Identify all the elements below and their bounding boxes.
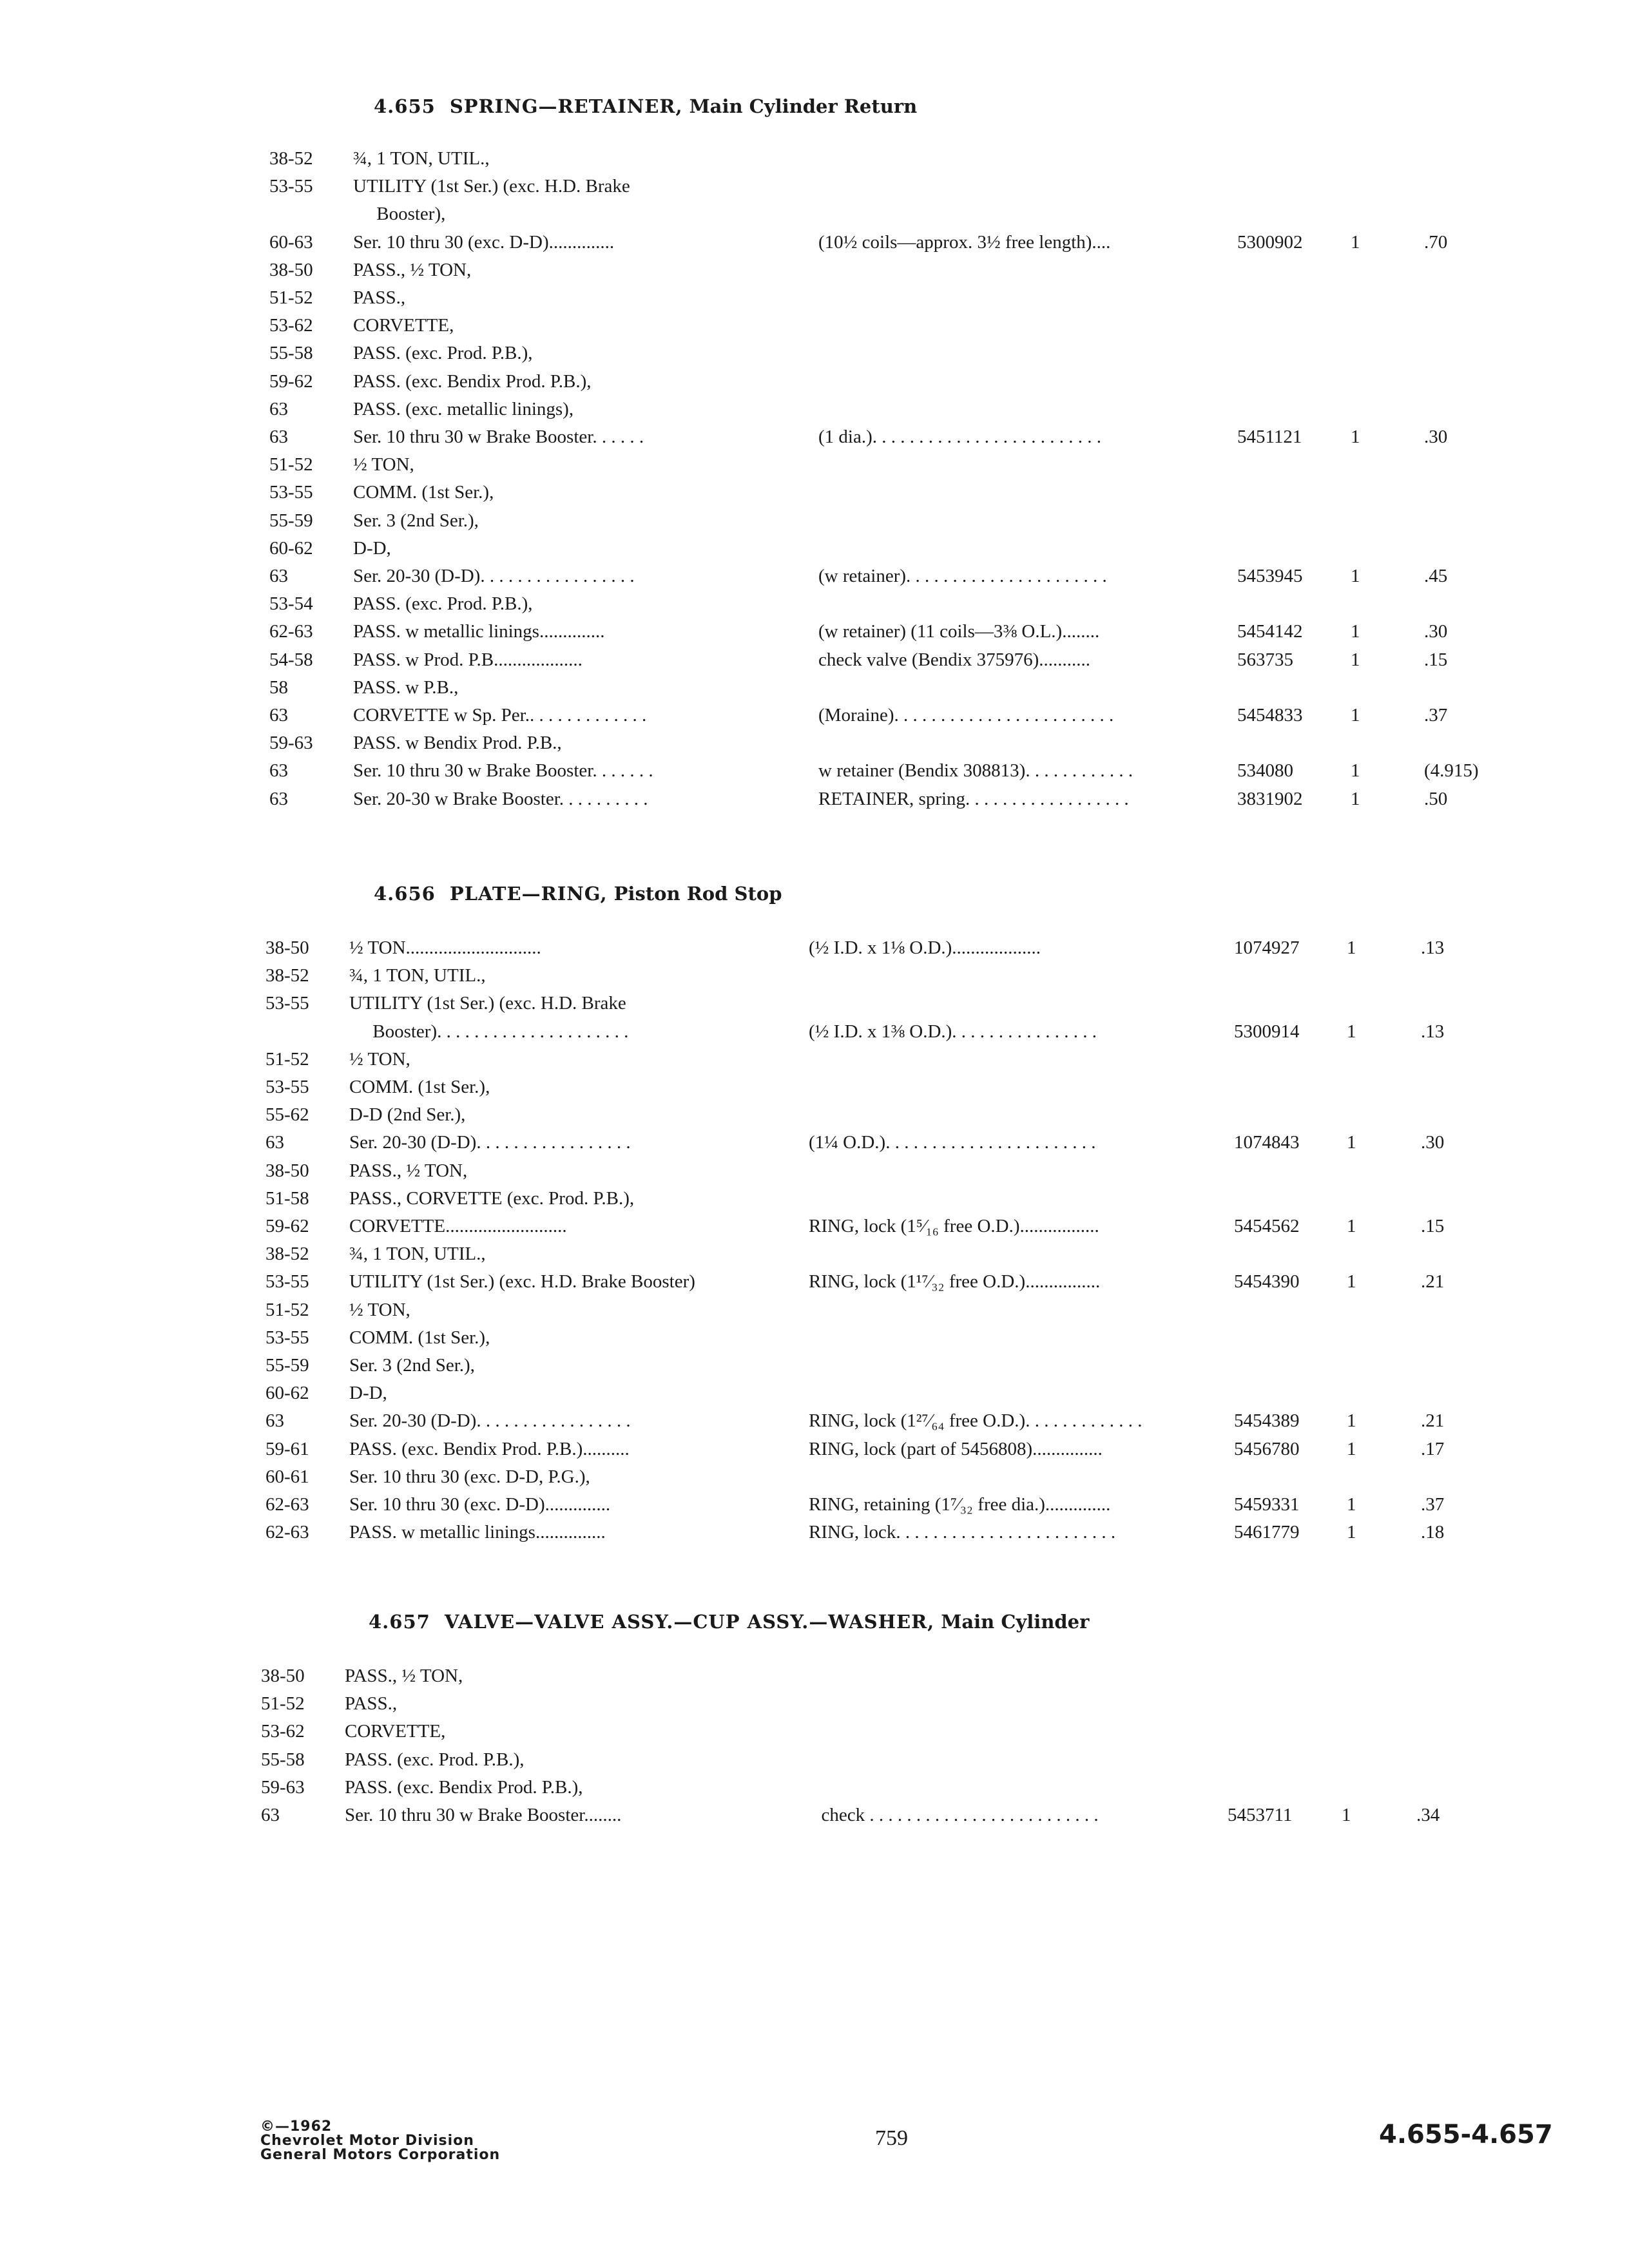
table-row: [269, 343, 1514, 370]
part-number: 5454389: [1234, 1410, 1300, 1432]
price: .30: [1424, 427, 1448, 447]
year-range: 62-63: [265, 1522, 309, 1543]
year-range: 51-58: [265, 1187, 309, 1209]
year-range: 53-54: [269, 593, 313, 615]
part-note: RING, lock (1¹⁷⁄₃₂ free O.D.)................: [809, 1271, 1101, 1293]
part-number: 5454390: [1234, 1271, 1300, 1293]
table-row: [269, 649, 1514, 677]
model-description: PASS. w metallic linings...............: [349, 1522, 606, 1543]
model-description: Ser. 10 thru 30 w Brake Booster. . . . . . .: [353, 760, 653, 782]
part-number: 5454833: [1237, 705, 1303, 726]
model-description: ¾, 1 TON, UTIL.,: [349, 965, 486, 986]
table-row: [269, 427, 1514, 454]
quantity: 1: [1351, 760, 1360, 782]
table-row: [269, 287, 1514, 314]
year-range: 63: [269, 760, 288, 782]
table-row: [269, 204, 1514, 231]
section-subheading: Main Cylinder Return: [689, 95, 918, 117]
table-row: [269, 454, 1514, 481]
table-row: [265, 993, 1511, 1020]
model-description: PASS. (exc. Bendix Prod. P.B.),: [345, 1776, 583, 1798]
model-description: ½ TON,: [353, 454, 414, 476]
price: .21: [1421, 1410, 1445, 1432]
model-description: PASS.,: [353, 287, 406, 308]
price: .50: [1424, 788, 1448, 809]
year-range: 55-58: [261, 1749, 305, 1770]
model-description: COMM. (1st Ser.),: [349, 1077, 490, 1097]
section-title: [374, 883, 782, 905]
price: (4.915): [1424, 760, 1479, 782]
part-number: 5300914: [1234, 1021, 1300, 1042]
table-row: [269, 705, 1514, 732]
part-note: check valve (Bendix 375976)...........: [818, 649, 1091, 670]
year-range: 53-62: [269, 315, 313, 336]
quantity: 1: [1351, 705, 1360, 726]
model-description: Ser. 3 (2nd Ser.),: [349, 1355, 475, 1376]
part-number: 1074927: [1234, 937, 1300, 958]
model-description: PASS., ½ TON,: [345, 1666, 463, 1686]
year-range: 60-63: [269, 231, 313, 253]
model-description: Ser. 20-30 (D-D). . . . . . . . . . . . . . . . .: [353, 566, 635, 586]
year-range: 51-52: [265, 1299, 309, 1320]
part-note: RING, retaining (1⁷⁄₃₂ free dia.)..............: [809, 1494, 1111, 1515]
part-number: 5456780: [1234, 1438, 1300, 1459]
section-number: 4.657: [369, 1611, 430, 1633]
part-number: 5453945: [1237, 566, 1303, 586]
section-heading: SPRING—RETAINER,: [449, 95, 683, 117]
part-number: 5453711: [1228, 1805, 1293, 1825]
quantity: 1: [1342, 1805, 1351, 1825]
table-row: [265, 1271, 1511, 1298]
year-range: 59-62: [269, 370, 313, 392]
model-description: Ser. 20-30 w Brake Booster. . . . . . . . . .: [353, 788, 648, 809]
model-description: Ser. 3 (2nd Ser.),: [353, 510, 479, 531]
price: .13: [1421, 1021, 1445, 1042]
table-row: [269, 315, 1514, 342]
year-range: 55-59: [265, 1355, 309, 1376]
table-row: [265, 965, 1511, 992]
model-description: PASS. (exc. Bendix Prod. P.B.)..........: [349, 1438, 630, 1459]
table-row: [269, 510, 1514, 537]
quantity: 1: [1347, 1494, 1356, 1515]
table-row: [265, 1160, 1511, 1187]
quantity: 1: [1347, 1410, 1356, 1432]
model-description: UTILITY (1st Ser.) (exc. H.D. Brake: [349, 993, 626, 1014]
model-description: ½ TON.............................: [349, 937, 541, 958]
part-number: 563735: [1237, 649, 1293, 670]
year-range: 53-55: [265, 1077, 309, 1097]
section-number: 4.655: [374, 95, 436, 117]
year-range: 63: [269, 566, 288, 586]
model-description: PASS. (exc. Prod. P.B.),: [345, 1749, 525, 1770]
price: .30: [1421, 1132, 1445, 1153]
quantity: 1: [1351, 621, 1360, 642]
year-range: 38-52: [265, 965, 309, 986]
year-range: 63: [265, 1410, 284, 1432]
table-row: [261, 1749, 1507, 1776]
quantity: 1: [1351, 427, 1360, 447]
footer-corporation: General Motors Corporation: [260, 2147, 501, 2163]
quantity: 1: [1351, 788, 1360, 809]
section-subheading: Main Cylinder: [941, 1611, 1090, 1633]
year-range: 38-50: [265, 1160, 309, 1181]
table-row: [265, 1439, 1511, 1466]
part-note: RETAINER, spring. . . . . . . . . . . . . . . . . .: [818, 788, 1129, 809]
model-description: PASS. w Prod. P.B...................: [353, 649, 583, 670]
table-row: [269, 371, 1514, 398]
model-description: Ser. 20-30 (D-D). . . . . . . . . . . . . . . . .: [349, 1410, 631, 1432]
part-number: 5459331: [1234, 1494, 1300, 1515]
price: .30: [1424, 621, 1448, 642]
year-range: 59-63: [269, 733, 313, 754]
part-note: (Moraine). . . . . . . . . . . . . . . . . . . . . . . .: [818, 705, 1114, 726]
model-description: PASS. (exc. Prod. P.B.),: [353, 343, 533, 364]
table-row: [265, 1021, 1511, 1048]
part-note: (1¼ O.D.). . . . . . . . . . . . . . . . . . . . . . .: [809, 1132, 1096, 1153]
quantity: 1: [1347, 1216, 1356, 1236]
model-description: COMM. (1st Ser.),: [349, 1327, 490, 1348]
quantity: 1: [1347, 1021, 1356, 1042]
year-range: 53-55: [265, 1327, 309, 1348]
model-description: D-D,: [349, 1383, 387, 1404]
part-number: 5454142: [1237, 621, 1303, 642]
table-row: [261, 1805, 1507, 1832]
year-range: 63: [269, 788, 288, 809]
part-number: 3831902: [1237, 788, 1303, 809]
table-row: [269, 482, 1514, 509]
model-description: ½ TON,: [349, 1299, 410, 1320]
part-note: (½ I.D. x 1⅛ O.D.)...................: [809, 937, 1041, 958]
section-heading: PLATE—RING,: [449, 883, 608, 905]
model-description: UTILITY (1st Ser.) (exc. H.D. Brake: [353, 176, 630, 197]
table-row: [269, 621, 1514, 648]
table-row: [269, 593, 1514, 620]
table-row: [265, 1410, 1511, 1437]
model-description: PASS. (exc. Bendix Prod. P.B.),: [353, 370, 592, 392]
year-range: 63: [269, 427, 288, 447]
year-range: 59-63: [261, 1776, 305, 1798]
model-description: Booster),: [353, 204, 446, 225]
part-number: 534080: [1237, 760, 1293, 782]
table-row: [261, 1721, 1507, 1748]
table-row: [265, 1355, 1511, 1382]
part-number: 1074843: [1234, 1132, 1300, 1153]
year-range: 54-58: [269, 649, 313, 670]
price: .37: [1421, 1494, 1445, 1515]
table-row: [269, 733, 1514, 760]
table-row: [269, 399, 1514, 426]
table-row: [265, 1327, 1511, 1354]
table-row: [265, 1244, 1511, 1271]
quantity: 1: [1347, 1438, 1356, 1459]
model-description: COMM. (1st Ser.),: [353, 482, 494, 503]
part-number: 5461779: [1234, 1522, 1300, 1543]
table-row: [265, 1049, 1511, 1076]
part-note: (½ I.D. x 1⅜ O.D.). . . . . . . . . . . . . . . .: [809, 1021, 1097, 1042]
year-range: 51-52: [269, 454, 313, 476]
price: .21: [1421, 1271, 1445, 1293]
table-row: [265, 1522, 1511, 1549]
quantity: 1: [1351, 649, 1360, 670]
model-description: D-D,: [353, 537, 391, 559]
model-description: Ser. 10 thru 30 (exc. D-D)..............: [353, 231, 615, 253]
table-row: [269, 176, 1514, 203]
model-description: PASS. w P.B.,: [353, 677, 459, 698]
model-description: Ser. 20-30 (D-D). . . . . . . . . . . . . . . . .: [349, 1132, 631, 1153]
table-row: [265, 1383, 1511, 1410]
model-description: CORVETTE,: [345, 1721, 446, 1742]
section-number: 4.656: [374, 883, 436, 905]
year-range: 55-62: [265, 1104, 309, 1126]
table-row: [269, 148, 1514, 175]
year-range: 63: [265, 1132, 284, 1153]
model-description: PASS. (exc. Prod. P.B.),: [353, 593, 533, 615]
footer-copyright: ©—1962: [260, 2119, 333, 2135]
model-description: ¾, 1 TON, UTIL.,: [349, 1244, 486, 1265]
year-range: 38-50: [265, 937, 309, 958]
price: .17: [1421, 1438, 1445, 1459]
price: .13: [1421, 937, 1445, 958]
section-title: [369, 1611, 1089, 1633]
table-row: [269, 677, 1514, 704]
model-description: CORVETTE w Sp. Per.. . . . . . . . . . . . .: [353, 705, 647, 726]
model-description: CORVETTE..........................: [349, 1216, 567, 1236]
price: .34: [1416, 1805, 1440, 1825]
year-range: 63: [269, 705, 288, 726]
price: .15: [1424, 649, 1448, 670]
quantity: 1: [1347, 1522, 1356, 1543]
year-range: 59-62: [265, 1216, 309, 1236]
footer-credits: [260, 2120, 500, 2162]
year-range: 51-52: [261, 1693, 305, 1715]
table-row: [265, 1132, 1511, 1159]
year-range: 60-61: [265, 1466, 309, 1487]
year-range: 38-50: [269, 259, 313, 280]
section-heading: VALVE—VALVE ASSY.—CUP ASSY.—WASHER,: [444, 1611, 935, 1633]
table-row: [269, 538, 1514, 565]
footer-division: Chevrolet Motor Division: [260, 2133, 474, 2149]
part-number: 5300902: [1237, 231, 1303, 253]
year-range: 62-63: [265, 1494, 309, 1515]
year-range: 55-59: [269, 510, 313, 531]
table-row: [261, 1777, 1507, 1804]
year-range: 53-55: [265, 1271, 309, 1293]
model-description: PASS. w Bendix Prod. P.B.,: [353, 733, 562, 754]
model-description: Ser. 10 thru 30 w Brake Booster........: [345, 1805, 622, 1825]
model-description: Ser. 10 thru 30 w Brake Booster. . . . . .: [353, 427, 644, 447]
table-row: [269, 260, 1514, 287]
model-description: ¾, 1 TON, UTIL.,: [353, 148, 490, 169]
year-range: 58: [269, 677, 288, 698]
table-row: [265, 1466, 1511, 1494]
model-description: PASS. (exc. metallic linings),: [353, 398, 574, 419]
year-range: 62-63: [269, 621, 313, 642]
year-range: 53-55: [265, 993, 309, 1014]
year-range: 60-62: [265, 1383, 309, 1404]
table-row: [265, 1216, 1511, 1243]
model-description: PASS., ½ TON,: [353, 259, 472, 280]
model-description: CORVETTE,: [353, 315, 454, 336]
table-row: [261, 1666, 1507, 1693]
model-description: Booster). . . . . . . . . . . . . . . . . . . . .: [349, 1021, 629, 1042]
page-number: 759: [875, 2126, 908, 2150]
quantity: 1: [1351, 231, 1360, 253]
part-note: RING, lock. . . . . . . . . . . . . . . . . . . . . . . .: [809, 1522, 1116, 1543]
year-range: 38-52: [269, 148, 313, 169]
part-note: RING, lock (1²⁷⁄₆₄ free O.D.). . . . . . . . . . . . .: [809, 1410, 1142, 1432]
year-range: 63: [269, 398, 288, 419]
part-number: 5454562: [1234, 1216, 1300, 1236]
table-row: [269, 760, 1514, 787]
section-title: [374, 95, 917, 117]
part-note: (w retainer) (11 coils—3⅜ O.L.)........: [818, 621, 1100, 642]
part-note: check . . . . . . . . . . . . . . . . . . . . . . . . .: [812, 1805, 1099, 1825]
price: .37: [1424, 705, 1448, 726]
part-note: (10½ coils—approx. 3½ free length)....: [818, 231, 1111, 253]
model-description: D-D (2nd Ser.),: [349, 1104, 466, 1126]
year-range: 53-55: [269, 482, 313, 503]
table-row: [261, 1693, 1507, 1720]
year-range: 38-50: [261, 1666, 305, 1686]
year-range: 53-62: [261, 1721, 305, 1742]
model-description: PASS.,: [345, 1693, 398, 1715]
table-row: [269, 566, 1514, 593]
model-description: UTILITY (1st Ser.) (exc. H.D. Brake Booster): [349, 1271, 695, 1293]
part-number: 5451121: [1237, 427, 1302, 447]
table-row: [265, 1188, 1511, 1215]
quantity: 1: [1347, 1271, 1356, 1293]
model-description: Ser. 10 thru 30 (exc. D-D)..............: [349, 1494, 611, 1515]
model-description: Ser. 10 thru 30 (exc. D-D, P.G.),: [349, 1466, 590, 1487]
year-range: 51-52: [265, 1048, 309, 1070]
price: .18: [1421, 1522, 1445, 1543]
year-range: 55-58: [269, 343, 313, 364]
model-description: PASS. w metallic linings..............: [353, 621, 605, 642]
part-note: RING, lock (part of 5456808)...............: [809, 1438, 1103, 1459]
table-row: [269, 789, 1514, 816]
year-range: 53-55: [269, 176, 313, 197]
price: .70: [1424, 231, 1448, 253]
part-note: (w retainer). . . . . . . . . . . . . . . . . . . . . .: [818, 566, 1107, 586]
section-range: 4.655-4.657: [1379, 2120, 1553, 2149]
price: .15: [1421, 1216, 1445, 1236]
quantity: 1: [1347, 937, 1356, 958]
quantity: 1: [1351, 566, 1360, 586]
table-row: [269, 232, 1514, 259]
year-range: 60-62: [269, 537, 313, 559]
year-range: 63: [261, 1805, 280, 1825]
part-note: (1 dia.). . . . . . . . . . . . . . . . . . . . . . . . .: [818, 427, 1101, 447]
part-note: RING, lock (1⁵⁄₁₆ free O.D.).................: [809, 1216, 1099, 1236]
table-row: [265, 937, 1511, 965]
quantity: 1: [1347, 1132, 1356, 1153]
year-range: 38-52: [265, 1244, 309, 1265]
table-row: [265, 1494, 1511, 1521]
year-range: 59-61: [265, 1438, 309, 1459]
section-subheading: Piston Rod Stop: [613, 883, 782, 905]
table-row: [265, 1077, 1511, 1104]
year-range: 51-52: [269, 287, 313, 308]
model-description: PASS., CORVETTE (exc. Prod. P.B.),: [349, 1187, 635, 1209]
model-description: PASS., ½ TON,: [349, 1160, 468, 1181]
price: .45: [1424, 566, 1448, 586]
model-description: ½ TON,: [349, 1048, 410, 1070]
part-note: w retainer (Bendix 308813). . . . . . . . . . . .: [818, 760, 1133, 782]
table-row: [265, 1104, 1511, 1131]
table-row: [265, 1300, 1511, 1327]
